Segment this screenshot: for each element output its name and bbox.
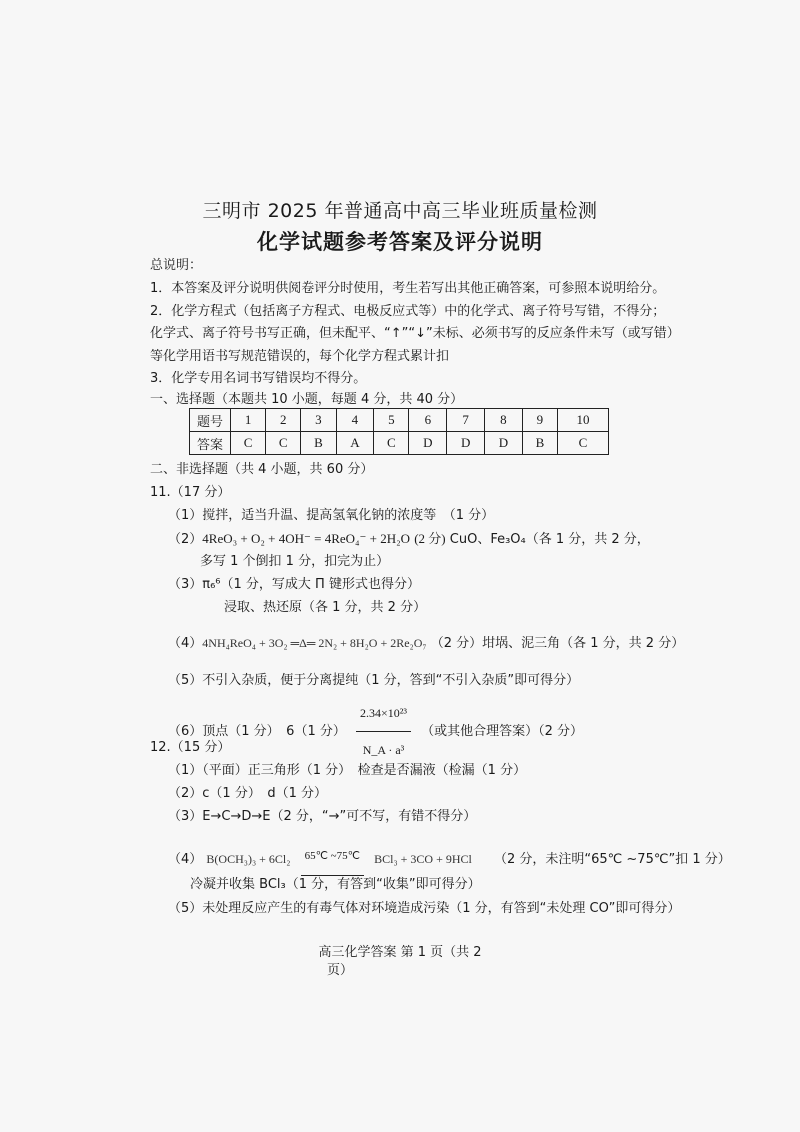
q11-answer-3-cont: 浸取、热还原（各 1 分，共 2 分）: [224, 600, 427, 615]
q11-a2-rest: CuO、Fe₃O₄（各 1 分，共 2 分，: [449, 532, 650, 547]
q11-answer-3: （3）π₆⁶（1 分，写成大 Π 键形式也得分）: [168, 577, 420, 592]
table-cell: 1: [231, 409, 266, 432]
q12-answer-3: （3）E→C→D→E（2 分，“→”可不写，有错不得分）: [168, 809, 477, 824]
table-cell: D: [409, 432, 447, 455]
q11-a4-equation: 4NH₄ReO₄ + 3O₂ ═Δ═ 2N₂ + 8H₂O + 2Re₂O₇: [202, 636, 427, 650]
q11-answer-2-cont: 多写 1 个倒扣 1 分，扣完为止）: [200, 554, 390, 569]
q12-a4-prefix: （4）: [168, 852, 203, 867]
table-cell: C: [557, 432, 608, 455]
q11-a6-prefix: （6）顶点（1 分） 6（1 分）: [168, 724, 346, 739]
table-cell: 9: [522, 409, 557, 432]
fraction-numerator: 2.34×10²³: [356, 696, 411, 732]
q12-answer-4-cont: 冷凝并收集 BCl₃（1 分，有答到“收集”即可得分）: [190, 877, 481, 892]
q11-a4-prefix: （4）: [168, 636, 203, 651]
q11-a6-rest: （或其他合理答案）（2 分）: [421, 724, 584, 739]
density-fraction: [356, 696, 411, 767]
document-subtitle: 化学试题参考答案及评分说明: [257, 230, 543, 254]
footer-line-2: 页）: [326, 963, 353, 978]
general-item-2a: 2．化学方程式（包括离子方程式、电极反应式等）中的化学式、离子符号写错，不得分；: [150, 304, 666, 319]
table-cell: 6: [409, 409, 447, 432]
section2-heading: 二、非选择题（共 4 小题，共 60 分）: [150, 462, 374, 477]
q12-a4-eq-right: BCl₃ + 3CO + 9HCl: [374, 852, 472, 866]
fraction-denominator: N_A · a³: [362, 743, 405, 757]
table-cell: 10: [557, 409, 608, 432]
table-row-numbers: [190, 409, 609, 432]
temperature-condition: 65℃ ~75℃: [301, 838, 364, 876]
answer-table: [189, 408, 609, 455]
q11-header: 11.（17 分）: [150, 485, 231, 500]
general-item-2b: 化学式、离子符号书写正确，但未配平、“↑”“↓”未标、必须书写的反应条件未写（或写错）: [150, 326, 680, 341]
table-cell: 7: [447, 409, 485, 432]
q12-answer-2: （2）c（1 分） d（1 分）: [168, 786, 327, 801]
table-cell: C: [231, 432, 266, 455]
general-item-3: 3．化学专用名词书写错误均不得分。: [150, 371, 367, 386]
general-item-1: 1．本答案及评分说明供阅卷评分时使用，考生若写出其他正确答案，可参照本说明给分。: [150, 281, 666, 296]
q11-answer-2: [168, 530, 650, 549]
q11-a2-prefix: （2）: [168, 532, 203, 547]
q11-a2-equation: 4ReO₃ + O₂ + 4OH⁻ = 4ReO₄⁻ + 2H₂O: [202, 531, 411, 546]
section1-heading: 一、选择题（本题共 10 小题，每题 4 分，共 40 分）: [150, 392, 464, 407]
q11-answer-1: （1）搅拌，适当升温、提高氢氧化钠的浓度等 （1 分）: [168, 508, 495, 523]
table-cell: 4: [336, 409, 374, 432]
table-cell: A: [336, 432, 374, 455]
q12-answer-5: （5）未处理反应产生的有毒气体对环境造成污染（1 分，有答到“未处理 CO”即可得分）: [168, 901, 681, 916]
table-cell: 3: [301, 409, 336, 432]
q12-answer-4: [168, 838, 731, 881]
q11-answer-5: （5）不引入杂质，便于分离提纯（1 分，答到“不引入杂质”即可得分）: [168, 673, 580, 688]
table-cell: D: [447, 432, 485, 455]
table-cell: B: [301, 432, 336, 455]
row-label: 题号: [190, 409, 231, 432]
table-cell: B: [522, 432, 557, 455]
q12-answer-1: （1）（平面）正三角形（1 分） 检查是否漏液（检漏（1 分）: [168, 763, 527, 778]
exam-title: 三明市 2025 年普通高中高三毕业班质量检测: [202, 200, 598, 222]
row-label: 答案: [190, 432, 231, 455]
table-cell: 5: [374, 409, 409, 432]
q11-answer-4: [168, 634, 684, 653]
reaction-condition: [301, 838, 364, 881]
table-cell: 8: [485, 409, 523, 432]
table-cell: C: [266, 432, 301, 455]
footer-line-1: 高三化学答案 第 1 页（共 2: [318, 945, 482, 960]
q11-a4-rest: （2 分）坩埚、泥三角（各 1 分，共 2 分）: [430, 636, 685, 651]
general-heading: 总说明：: [150, 258, 203, 273]
q12-a4-eq-left: B(OCH₃)₃ + 6Cl₂: [206, 852, 291, 866]
table-cell: C: [374, 432, 409, 455]
q11-a2-score: (2 分): [414, 531, 446, 546]
table-cell: D: [485, 432, 523, 455]
table-row-answers: [190, 432, 609, 455]
general-item-2c: 等化学用语书写规范错误的，每个化学方程式累计扣: [150, 349, 450, 364]
page-footer: [0, 944, 800, 980]
table-cell: 2: [266, 409, 301, 432]
q12-header: 12.（15 分）: [150, 740, 231, 755]
q12-a4-rest: （2 分，未注明“65℃ ~75℃”扣 1 分）: [494, 852, 731, 867]
